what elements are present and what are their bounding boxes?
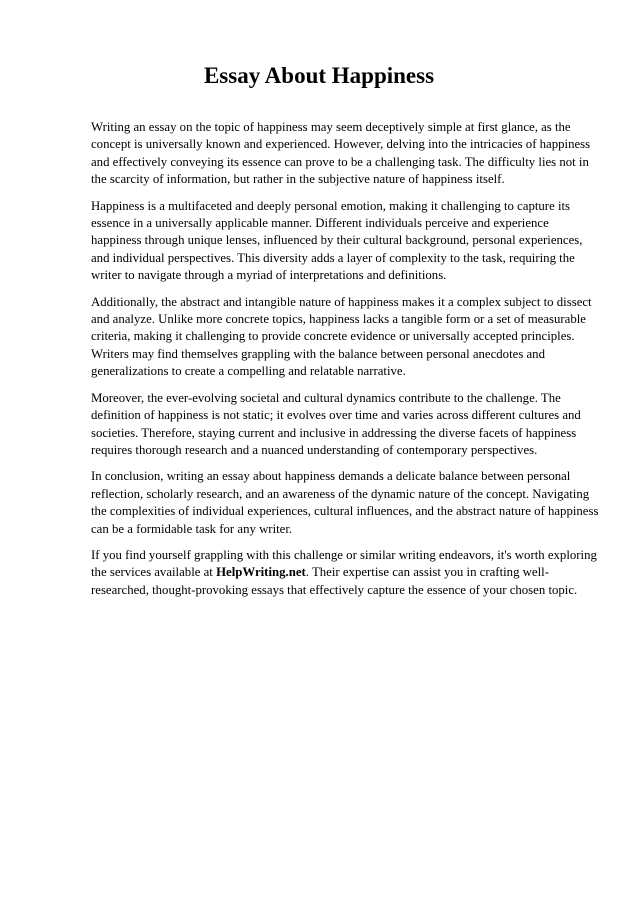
paragraph-5: In conclusion, writing an essay about happiness demands a delicate balance between personal reflection, scholarly research, and an awareness of the dynamic nature of the concept. Navigating the complexities of individual experiences, cultural influences, and the abstract nature of happiness can be a formidable task for any writer. <box>91 469 599 536</box>
paragraph-1: Writing an essay on the topic of happiness may seem deceptively simple at first glance, as the concept is universally known and experienced. However, delving into the intricacies of happiness and effectively conveying its essence can prove to be a challenging task. The difficulty lies not in the scarcity of information, but rather in the subjective nature of happiness itself. <box>91 120 591 187</box>
closing-text-after: . Their expertise can assist you in crafting well-researched, thought-provoking essays that effectively capture the essence of your chosen topic. <box>91 565 578 597</box>
paragraph-3: Additionally, the abstract and intangible nature of happiness makes it a complex subject to dissect and analyze. Unlike more concrete topics, happiness lacks a tangible form or a set of measurable criteria, making it challenging to provide concrete evidence or universally accepted principles. Writers may find themselves grappling with the balance between personal anecdotes and generalizations to create a compelling and relatable narrative. <box>91 294 592 379</box>
page-title: Essay About Happiness <box>203 63 435 88</box>
brand-link[interactable]: HelpWriting.net <box>216 565 306 580</box>
closing-text-before: If you find yourself grappling with this challenge or similar writing endeavors, it's worth exploring the services available at <box>91 547 597 580</box>
essay-body <box>91 119 601 608</box>
closing-paragraph <box>91 547 601 599</box>
paragraph-2: Happiness is a multifaceted and deeply personal emotion, making it challenging to capture its essence in a universally applicable manner. Different individuals perceive and experience happiness through unique lenses, influenced by their cultural background, personal experiences, and individual perspectives. This diversity adds a layer of complexity to the task, requiring the writer to navigate through a myriad of interpretations and definitions. <box>91 198 583 283</box>
paragraph-4: Moreover, the ever-evolving societal and cultural dynamics contribute to the challenge. The definition of happiness is not static; it evolves over time and varies across different cultures and societies. Therefore, staying current and inclusive in addressing the diverse facets of happiness requires thorough research and a nuanced understanding of contemporary perspectives. <box>91 390 581 457</box>
